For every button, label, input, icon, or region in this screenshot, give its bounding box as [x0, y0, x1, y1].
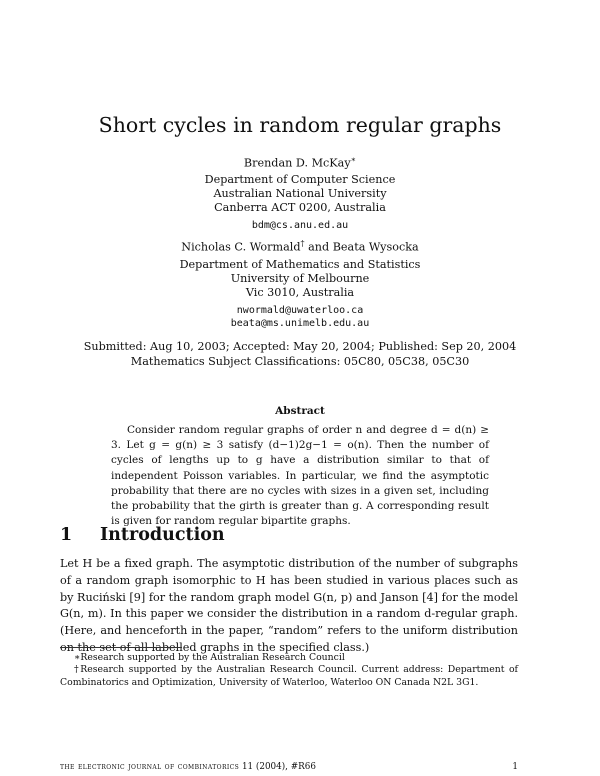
author-joiner: and: [304, 240, 333, 254]
affiliation-2-line-3: Vic 3010, Australia: [245, 286, 355, 299]
page-footer: [60, 762, 518, 772]
abstract-body: [111, 423, 489, 529]
author-2-name: Nicholas C. Wormald: [181, 240, 301, 254]
section-title: Introduction: [100, 525, 225, 545]
author-3-email[interactable]: beata@ms.unimelb.edu.au: [230, 318, 370, 329]
footer-volume: 11 (2004), #R66: [241, 762, 316, 772]
author-2-email[interactable]: nwormald@uwaterloo.ca: [236, 305, 364, 316]
affiliation-1-line-1: Department of Computer Science: [204, 173, 396, 186]
footnote-rule: [60, 647, 182, 648]
footer-journal: the electronic journal of combinatorics: [60, 762, 240, 772]
section-body: [60, 556, 518, 657]
author-1-mark: ∗: [350, 155, 357, 164]
authors-2: [0, 237, 600, 255]
dates-line: Submitted: Aug 10, 2003; Accepted: May 20, 2004; Published: Sep 20, 2004: [83, 340, 517, 353]
author-1-name: Brendan D. McKay: [243, 156, 351, 170]
author-2-mark: †: [300, 239, 305, 248]
abstract-text: Consider random regular graphs of order n and degree d = d(n) ≥ 3. Let g = g(n) ≥ 3 satisfy (d−1)2g−1 = o(n). Then the number of cycles of lengths up to g have a distribution similar to that of independent Poisson variables. In particular, we find the asymptotic probability that there are no cycles with sizes in a given set, including the probability that the girth is greater than g. A corresponding result is given for random regular bipartite graphs.: [111, 424, 489, 528]
paper-title: Short cycles in random regular graphs: [98, 113, 502, 137]
section-heading: [60, 525, 225, 545]
author-3-name: Beata Wysocka: [332, 240, 419, 254]
footnotes: [60, 652, 518, 689]
author-1-email[interactable]: bdm@cs.anu.ed.au: [251, 220, 349, 231]
affiliation-2-line-1: Department of Mathematics and Statistics: [179, 258, 421, 271]
author-1: [0, 153, 600, 171]
section-number: 1: [60, 525, 73, 545]
footnote-2: †Research supported by the Australian Research Council. Current address: Department of Combinatorics and Optimization, University of Waterloo, Waterloo ON Canada N2L 3G1.: [60, 664, 518, 688]
msc-line: Mathematics Subject Classifications: 05C80, 05C38, 05C30: [130, 355, 470, 368]
affiliation-2-line-2: University of Melbourne: [230, 272, 370, 285]
intro-paragraph: Let H be a fixed graph. The asymptotic distribution of the number of subgraphs of a random graph isomorphic to H has been studied in various places such as by Ruciński [9] for the random graph model G(n, p) and Janson [4] for the model G(n, m). In this paper we consider the distribution in a random d-regular graph. (Here, and henceforth in the paper, “random” refers to the uniform distribution on the set of all labelled graphs in the specified class.): [60, 557, 518, 654]
affiliation-1-line-3: Canberra ACT 0200, Australia: [214, 201, 386, 214]
affiliation-1-line-2: Australian National University: [213, 187, 387, 200]
abstract-heading: Abstract: [275, 405, 325, 417]
page-number: 1: [512, 762, 518, 772]
footnote-1: ∗Research supported by the Australian Research Council: [74, 652, 345, 663]
